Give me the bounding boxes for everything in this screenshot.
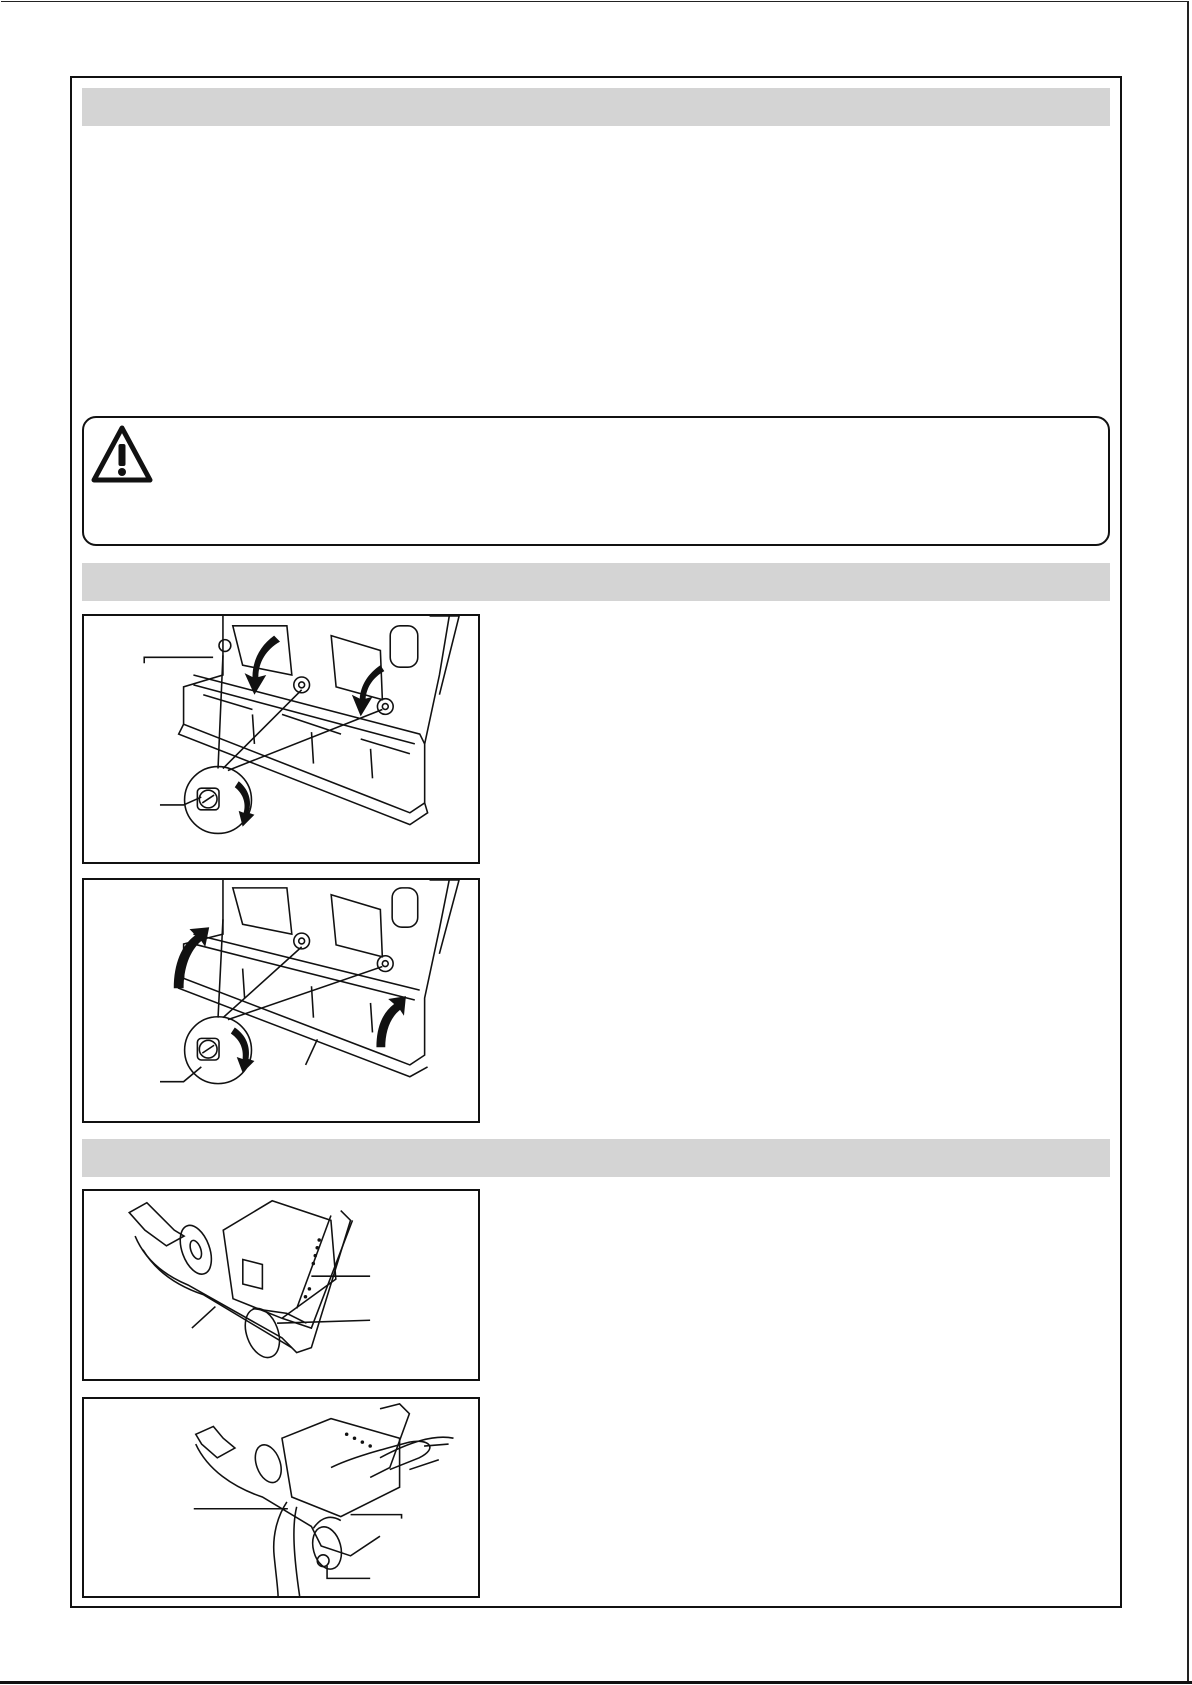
figure-2 bbox=[82, 878, 480, 1123]
warning-triangle-icon bbox=[90, 424, 154, 484]
section-header-3 bbox=[82, 1139, 1110, 1177]
figure-4 bbox=[82, 1397, 480, 1598]
warning-box bbox=[82, 416, 1110, 546]
section-header-1 bbox=[82, 88, 1110, 126]
cover-latch-open-illustration bbox=[84, 880, 478, 1121]
cover-latch-close-illustration bbox=[84, 616, 478, 862]
page-bottom-rule bbox=[0, 1681, 1192, 1684]
brush-roll-location-illustration bbox=[84, 1191, 478, 1379]
figure-3 bbox=[82, 1189, 480, 1381]
brush-roll-removal-illustration bbox=[84, 1399, 478, 1596]
section-header-2 bbox=[82, 563, 1110, 601]
figure-1 bbox=[82, 614, 480, 864]
